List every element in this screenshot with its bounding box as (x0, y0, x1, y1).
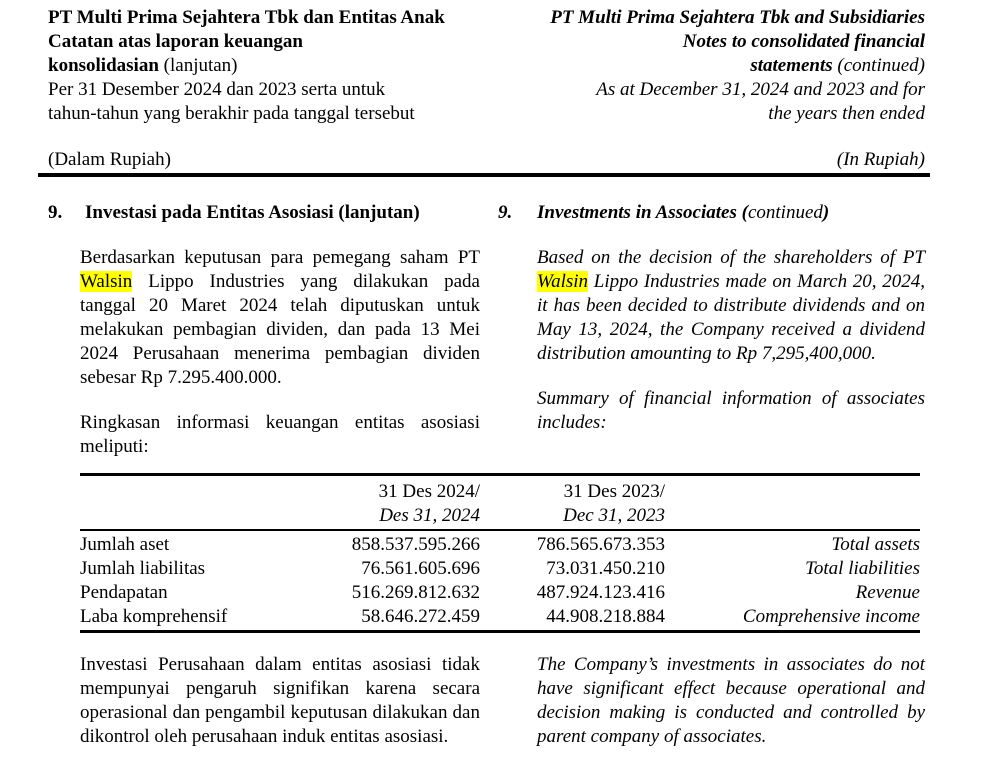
doc-title-id-line1: Catatan atas laporan keuangan (48, 31, 303, 52)
doc-title-id-continued: (lanjutan) (158, 55, 238, 76)
row-value-2023: 786.565.673.353 (536, 534, 665, 555)
period-en-line2: the years then ended (768, 103, 925, 124)
row-label-id: Pendapatan (80, 582, 168, 603)
section-number-id: 9. (48, 202, 63, 223)
section-heading-id (48, 201, 480, 225)
row-value-2024: 58.646.272.459 (361, 606, 480, 627)
paragraph-dividend-id-before: Berdasarkan keputusan para pemegang saham PT (80, 247, 480, 268)
section-body (48, 201, 925, 459)
section-title-en-continued: continued (747, 202, 823, 223)
currency-note-row (38, 148, 930, 177)
doc-title-en-line2 (498, 54, 925, 78)
table-row-revenue (80, 581, 920, 605)
table-row-total-assets (80, 533, 920, 557)
period-id-line2: tahun-tahun yang berakhir pada tanggal tersebut (48, 103, 415, 124)
table-header-empty-right (665, 480, 920, 528)
section-title-id (85, 201, 420, 225)
company-name-en: PT Multi Prima Sejahtera Tbk and Subsidiaries (550, 7, 925, 28)
section-number-en: 9. (498, 202, 513, 223)
financial-summary-table (80, 473, 920, 633)
paragraph-significance-en: The Company’s investments in associates do not have significant effect because operational and decision making is conducted and controlled by parent company of associates. (537, 654, 925, 747)
paragraph-summary-intro-id: Ringkasan informasi keuangan entitas asosiasi meliputi: (80, 412, 480, 457)
doc-title-en-bold: statements (750, 55, 833, 76)
search-highlight: Walsin (537, 271, 589, 292)
column-english (498, 201, 925, 459)
search-highlight: Walsin (80, 271, 133, 292)
table-header-2023-id: 31 Des 2023/ (563, 481, 665, 502)
row-value-2023: 487.924.123.416 (536, 582, 665, 603)
paragraph-significance-id: Investasi Perusahaan dalam entitas asosiasi tidak mempunyai pengaruh signifikan karena secara operasional dan pengambil keputusan dilakukan dan dikontrol oleh perusahaan induk entitas asosiasi. (80, 654, 480, 747)
table-header-row (80, 476, 920, 531)
closing-body (48, 653, 925, 749)
row-value-2024: 76.561.605.696 (361, 558, 480, 579)
table-row-total-liabilities (80, 557, 920, 581)
row-label-en: Revenue (855, 582, 920, 603)
section-title-en-bold: Investments in Associates ( (537, 202, 748, 223)
column-english-bottom (498, 653, 925, 749)
page-header (48, 6, 925, 126)
currency-note-en: (In Rupiah) (836, 149, 925, 170)
currency-note-id: (Dalam Rupiah) (48, 149, 171, 170)
row-label-en: Comprehensive income (742, 606, 920, 627)
paragraph-summary-intro-en: Summary of financial information of associates includes: (537, 388, 925, 433)
period-id-line1: Per 31 Desember 2024 dan 2023 serta untuk (48, 79, 386, 100)
section-title-en (537, 201, 829, 225)
paragraph-dividend-en-after: Lippo Industries made on March 20, 2024, it has been decided to distribute dividends and on May 13, 2024, the Company received a dividend distribution amounting to Rp 7,295,400,000. (537, 271, 925, 364)
doc-title-id-bold: konsolidasian (48, 55, 159, 76)
column-indonesian-bottom (48, 653, 480, 749)
row-value-2024: 858.537.595.266 (351, 534, 480, 555)
table-header-2024-id: 31 Des 2024/ (378, 481, 480, 502)
row-value-2023: 73.031.450.210 (546, 558, 665, 579)
row-label-id: Jumlah aset (80, 534, 170, 555)
section-title-id-continued: (lanjutan) (333, 202, 420, 223)
table-body (80, 531, 920, 630)
table-header-2024 (320, 480, 480, 528)
table-row-comprehensive-income (80, 605, 920, 629)
section-title-en-close-paren: ) (822, 202, 830, 223)
paragraph-dividend-id-after: Lippo Industries yang dilakukan pada tanggal 20 Maret 2024 telah diputuskan untuk melakukan pembagian dividen, dan pada 13 Mei 2024 Perusahaan menerima pembagian dividen sebesar Rp 7.295.400.000. (80, 271, 480, 388)
table-header-2023-en: Dec 31, 2023 (563, 505, 665, 526)
company-name-id: PT Multi Prima Sejahtera Tbk dan Entitas Anak (48, 7, 445, 28)
row-label-en: Total assets (831, 534, 920, 555)
doc-title-id-line2 (48, 54, 498, 78)
row-value-2024: 516.269.812.632 (351, 582, 480, 603)
row-label-id: Laba komprehensif (80, 606, 228, 627)
row-label-en: Total liabilities (805, 558, 920, 579)
header-english (498, 6, 925, 126)
doc-title-en-continued: (continued) (832, 55, 925, 76)
section-heading-en (498, 201, 925, 225)
paragraph-dividend-id (80, 246, 480, 390)
table-header-empty-left (80, 480, 320, 528)
table-header-2023 (480, 480, 665, 528)
period-en-line1: As at December 31, 2024 and 2023 and for (596, 79, 925, 100)
table-header-2024-en: Des 31, 2024 (379, 505, 480, 526)
section-title-id-bold: Investasi pada Entitas Asosiasi (85, 202, 334, 223)
row-value-2023: 44.908.218.884 (546, 606, 665, 627)
doc-title-en-line1: Notes to consolidated financial (682, 31, 925, 52)
column-indonesian (48, 201, 480, 459)
paragraph-dividend-en-before: Based on the decision of the shareholders of PT (537, 247, 925, 268)
header-indonesian (48, 6, 498, 126)
paragraph-dividend-en (537, 246, 925, 366)
row-label-id: Jumlah liabilitas (80, 558, 206, 579)
